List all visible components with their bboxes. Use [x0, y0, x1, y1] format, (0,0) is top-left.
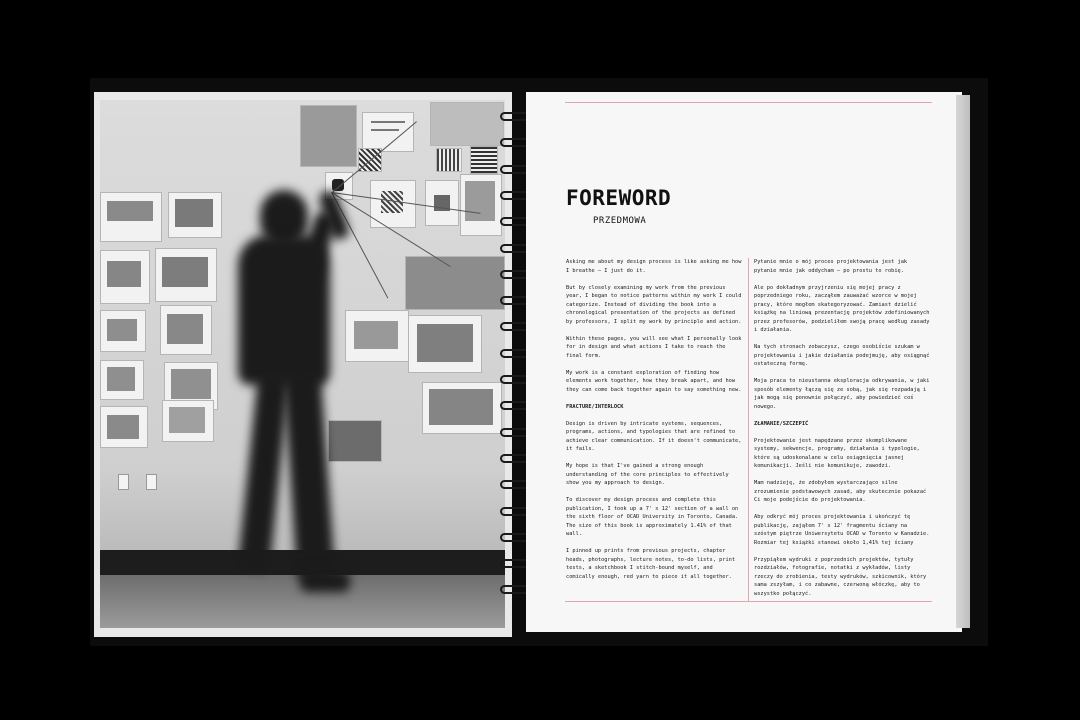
pinned-print	[100, 250, 150, 304]
pinned-print	[100, 192, 162, 242]
pinned-print	[436, 148, 462, 172]
pinned-print	[300, 105, 357, 167]
photo-pinned-wall	[100, 100, 505, 628]
pinned-print	[470, 146, 498, 174]
paragraph: Aby odkryć mój proces projektowania i ukończyć tę publikację, zająłem 7' x 12' fragmentu ściany na szóstym piętrze Uniwersytetu OCAD w Toronto w Kanadzie. Rozmiar tej książki stanowi około 1,41% tej ściany	[754, 514, 930, 546]
column-divider	[748, 258, 749, 601]
pinned-print	[155, 248, 217, 302]
page-title: FOREWORD	[566, 186, 672, 210]
pinned-print	[460, 174, 502, 236]
person-shoe	[300, 570, 350, 592]
pinned-print	[328, 420, 382, 462]
paragraph: Przypiąłem wydruki z poprzednich projektów, tytuły rozdziałów, fotografie, notatki z wykładów, listy rzeczy do zrobienia, testy wydruków, szkicownik, który sama zszyłam, i co zabawne, czerwoną włóczkę, aby to wszystko połączyć.	[754, 556, 927, 597]
paragraph: Na tych stronach zobaczysz, czego osobiście szukam w projektowaniu i jakie działania podejmuję, aby osiągnąć ostateczną formę.	[754, 344, 930, 367]
pinned-print	[100, 310, 146, 352]
section-heading: ZŁAMANIE/SZCZEPIĆ	[754, 420, 809, 427]
paragraph: Within these pages, you will see what I personally look for in design and what actions I take to reach the final form.	[566, 335, 742, 359]
paragraph: Projektowanie jest napędzane przez skomplikowane systemy, sekwencje, programy, działania i typologie, które są udoskonalane w celu osiągnięcia jasnej komunikacji. Jeśli nie komunikuje, zawodzi.	[754, 437, 920, 469]
paragraph: My work is a constant exploration of finding how elements work together, how they break apart, and how they can come back together again to say something new.	[566, 369, 742, 393]
pinned-print	[160, 305, 212, 355]
pinned-print	[408, 315, 482, 373]
paragraph: Pytanie mnie o mój proces projektowania jest jak pytanie mnie jak oddycham — po prostu to robię.	[754, 259, 908, 274]
page-edges	[956, 95, 970, 628]
pinned-print	[100, 406, 148, 448]
person-leg-left	[238, 369, 291, 571]
section-heading: FRACTURE/INTERLOCK	[566, 403, 624, 410]
paragraph: Design is driven by intricate systems, sequences, programs, actions, and typologies that are refined to achieve clear communication. If it doesn't communicate, it fails.	[566, 420, 742, 452]
paragraph: My hope is that I've gained a strong enough understanding of the core principles to effectively show you my approach to design.	[566, 463, 729, 486]
pinned-print	[430, 102, 504, 146]
paragraph: I pinned up prints from previous projects, chapter heads, photographs, lecture notes, to-do lists, print tests, a sketchbook I stitch-bound myself, and comically enough, red yarn to piece it all together.	[566, 548, 736, 580]
paragraph: Asking me about my design process is like asking me how I breathe — I just do it.	[566, 259, 742, 274]
page-subtitle: PRZEDMOWA	[593, 216, 647, 226]
pinned-print	[168, 192, 222, 238]
english-column	[566, 258, 744, 590]
wall-outlet	[118, 474, 129, 490]
top-rule	[565, 102, 932, 103]
polish-column	[754, 258, 932, 607]
pinned-print	[162, 400, 214, 442]
paragraph: Ale po dokładnym przyjrzeniu się mojej pracy z poprzedniego roku, zacząłem zauważać wzorce w mojej pracy, które mogłem skategoryzować. Zamiast dzielić książkę na liniową prezentację projektów zdefiniowanych przez profesorów, podzieliłem swoją pracę według zasady i działania.	[754, 284, 930, 333]
pinned-print	[405, 256, 505, 310]
paragraph: Moja praca to nieustanna eksploracja odkrywania, w jaki sposób elementy łączą się ze sobą, jak się rozpadają i jak mogą się ponownie połączyć, aby powiedzieć coś nowego.	[754, 378, 930, 410]
paragraph: But by closely examining my work from the previous year, I began to notice patterns within my work I could categorize. Instead of dividing the book into a chronological presentation of the projects as defined by professors, I split my work by principle and action.	[566, 284, 742, 325]
pinned-print	[422, 382, 502, 434]
wall-outlet	[146, 474, 157, 490]
pinned-print	[100, 360, 144, 400]
paragraph: Mam nadzieję, że zdobyłem wystarczająco silne zrozumienie podstawowych zasad, aby skutecznie pokazać Ci moje podejście do projektowania.	[754, 480, 927, 503]
paragraph: To discover my design process and complete this publication, I took up a 7' x 12' section of a wall on the sixth floor of OCAD University in Toronto, Canada. The size of this book is approximately 1.41% of that wall.	[566, 497, 739, 537]
pinned-print	[425, 180, 459, 226]
pinned-print	[345, 310, 409, 362]
